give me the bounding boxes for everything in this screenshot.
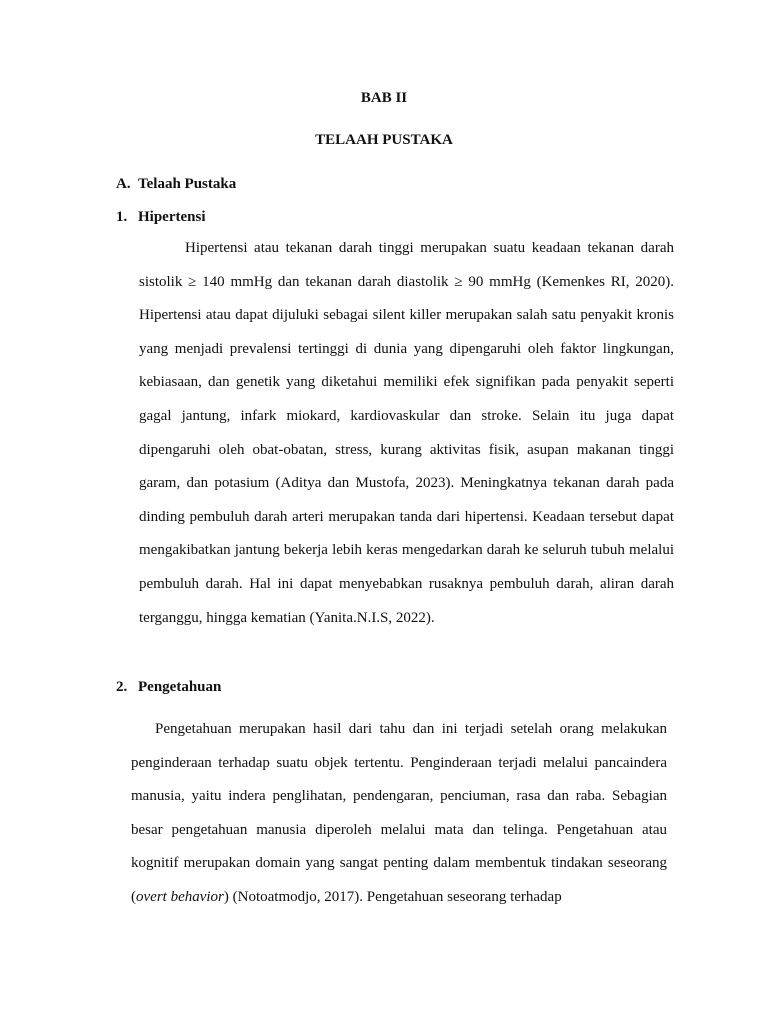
hipertensi-paragraph: Hipertensi atau tekanan darah tinggi merupakan suatu keadaan tekanan darah sistolik ≥ 140 mmHg dan tekanan darah diastolik ≥ 90 mmHg (Kemenkes RI, 2020). Hipertensi atau dapat dijuluki sebagai silent killer merupakan salah satu penyakit kronis yang menjadi prevalensi tertinggi di dunia yang dipengaruhi oleh faktor lingkungan, kebiasaan, dan genetik yang diketahui memiliki efek signifikan pada penyakit seperti gagal jantung, infark miokard, kardiovaskular dan stroke. Selain itu juga dapat dipengaruhi oleh obat-obatan, stress, kurang aktivitas fisik, asupan makanan tinggi garam, dan potasium (Aditya dan Mustofa, 2023). Meningkatnya tekanan darah pada dinding pembuluh darah arteri merupakan tanda dari hipertensi. Keadaan tersebut dapat mengakibatkan jantung bekerja lebih keras mengedarkan darah ke seluruh tubuh melalui pembuluh darah. Hal ini dapat menyebabkan rusaknya pembuluh darah, aliran darah terganggu, hingga kematian (Yanita.N.I.S, 2022). (139, 240, 674, 626)
chapter-title: TELAAH PUSTAKA (315, 132, 453, 148)
italic-term: overt behavior (136, 888, 224, 905)
subsection-heading-hipertensi (116, 208, 206, 226)
pengetahuan-paragraph (131, 713, 667, 915)
section-title: Telaah Pustaka (138, 176, 237, 192)
subsection-title: Hipertensi (138, 209, 206, 225)
subsection-number: 1. (116, 209, 128, 225)
paragraph-text-continued: ) (Notoatmodjo, 2017). Pengetahuan seseorang terhadap (223, 888, 562, 905)
chapter-label: BAB II (360, 90, 408, 106)
section-heading-a (116, 175, 236, 193)
subsection-title: Pengetahuan (138, 679, 222, 695)
subsection-number: 2. (116, 679, 128, 695)
paragraph-text: Pengetahuan merupakan hasil dari tahu dan ini terjadi setelah orang melakukan penginderaan terhadap suatu objek tertentu. Penginderaan terjadi melalui pancaindera manusia, yaitu indera penglihatan, pendengaran, penciuman, rasa dan raba. Sebagian besar pengetahuan manusia diperoleh melalui mata dan telinga. Pengetahuan atau kognitif merupakan domain yang sangat penting dalam membentuk tindakan seseorang ( (131, 721, 667, 905)
section-marker: A. (116, 176, 131, 192)
subsection-heading-pengetahuan (116, 678, 221, 696)
